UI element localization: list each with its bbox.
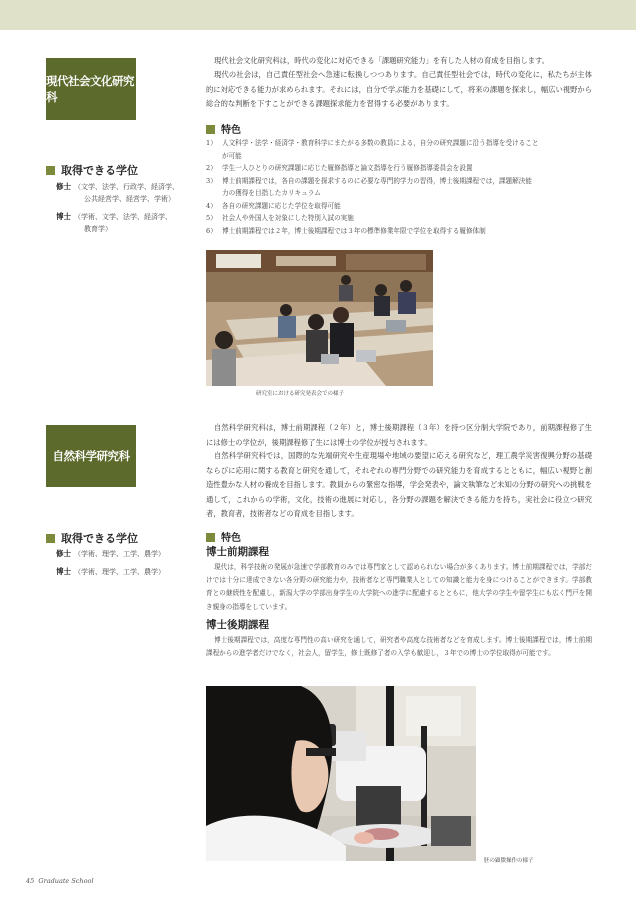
degree-master: 修士 （学術、理学、工学、農学） [56, 549, 165, 558]
master-course-heading: 博士前期課程 [206, 546, 269, 558]
photo-caption: 研究室における研究発表会での様子 [256, 391, 345, 397]
degree-doctor: 博士 （学術、理学、工学、農学） [56, 567, 165, 576]
degrees-heading: 取得できる学位 [46, 162, 138, 178]
footer-label: Graduate School [38, 877, 94, 885]
section-title-text: 自然科学研究科 [52, 449, 130, 463]
intro-paragraph-1: 自然科学研究科は，博士前期課程（２年）と，博士後期課程（３年）を持つ区分制大学院であり，前期課程修了生には修士の学位が，後期課程修了生には博士の学位が授与されます。 [206, 423, 592, 447]
feature-item: 1） 人文科学・法学・経済学・教育科学にまたがる多数の教員による，自分の研究課題に沿う指導を受けること が可能 [206, 139, 539, 160]
intro-paragraph-2: 自然科学研究科では，国際的な先端研究や生産現場や地域の要望に応える研究など，理工農学災害復興分野の基礎ならびに応用に関する教育と研究を通して，それぞれの専門分野での研究能力を育成するとともに，幅広い視野と創造性豊かな人材の養成を目指します。教員からの緊密な指導，学会発表や，論文執筆など未知の分野の研究への挑戦を通して，これからの学術，文化，技術の進展に対応し，各分野の課題を解決できる能力を持ち，実社会に役立つ研究者，教育者，技術者などの育成を目指します。 [206, 451, 593, 518]
square-bullet-icon [206, 125, 215, 134]
degrees-heading: 取得できる学位 [46, 530, 138, 546]
doctor-course-text: 博士後期課程では，高度な専門性の高い研究を通して，研究者や高度な技術者などを育成します。博士後期課程では，博士前期課程からの進学者だけでなく，社会人，留学生，修士既修了者の入学も歓迎し，３年での博士の学位取得が可能です。 [206, 636, 592, 658]
intro-paragraph-2: 現代の社会は，自己責任型社会へ急速に転換しつつあります。自己責任型社会では，時代の変化に，私たちが主体的に対応できる能力が求められます。それには，自分で学ぶ能力を基礎にして，将来の課題を探求し，幅広い視野から総合的な判断を下すことができる課題探求能力を習得する必要があります。 [206, 70, 593, 108]
photo-caption: 胚の顕微操作の様子 [484, 858, 534, 864]
feature-item: 5） 社会人や外国人を対象にした特別入試の実施 [206, 214, 354, 222]
page-number: 45 [26, 877, 35, 885]
microscope-photo [206, 686, 476, 861]
top-banner [0, 0, 636, 30]
feature-item: 2） 学生一人ひとりの研究課題に応じた履修指導と論文指導を行う履修指導委員会を設置 [206, 164, 473, 172]
classroom-photo [206, 250, 433, 386]
square-bullet-icon [206, 533, 215, 542]
features-heading: 特色 [206, 529, 241, 544]
section-title-shizen [46, 425, 136, 487]
degree-doctor: 博士 （学術、文学、法学、経済学、 教育学） [56, 212, 172, 233]
page-footer [26, 877, 94, 885]
square-bullet-icon [46, 166, 55, 175]
section-title-text: 現代社会文化研究科 [46, 74, 134, 104]
square-bullet-icon [46, 534, 55, 543]
section-title-gensha [46, 58, 136, 120]
intro-paragraph-1: 現代社会文化研究科は，時代の変化に対応できる「課題研究能力」を有した人材の育成を目指します。 [214, 56, 550, 65]
features-heading: 特色 [206, 121, 241, 136]
degree-master: 修士 （文学、法学、行政学、経済学、 公共経営学、経営学、学術） [56, 182, 179, 203]
doctor-course-heading: 博士後期課程 [206, 619, 269, 631]
master-course-text: 現代は，科学技術の発展が急速で学部教育のみでは専門家として認められない場合が多くあります。博士前期課程では，学部だけでは十分に達成できない各分野の研究能力や，技術者など専門職業人としての知識と能力を身につけることができます。学部教育との継続性を配慮し，新潟大学の学部出身学生の大学院への進学に配慮するとともに，他大学の学生や留学生にも広く門戸を開き親身の指導をしています。 [206, 563, 592, 611]
feature-item: 4） 各自の研究課題に応じた学位を取得可能 [206, 201, 341, 210]
feature-item: 6） 博士前期課程では２年，博士後期課程では３年の標準修業年限で学位を取得する履修体制 [206, 226, 486, 235]
feature-item: 3） 博士前期課程では，各自の課題を探求するのに必要な専門的学力の習得，博士後期課程では，課題解決能 力の獲得を目指したカリキュラム [206, 176, 532, 197]
features-list [206, 137, 590, 237]
